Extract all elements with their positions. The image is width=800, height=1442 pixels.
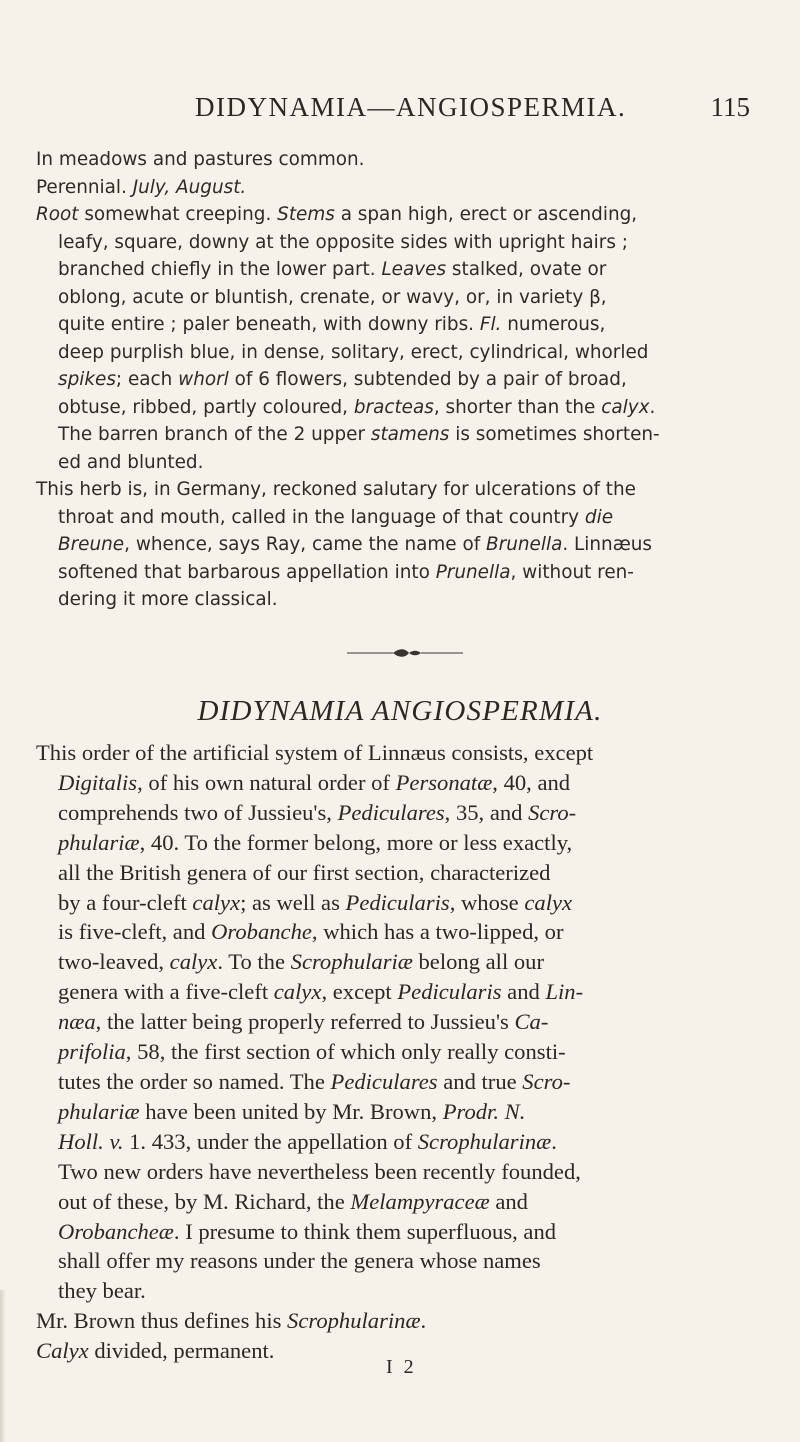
text-line [36, 1007, 766, 1037]
italic-term: Pedicularis [345, 889, 450, 915]
text-run: out of these, by M. Richard, the [58, 1188, 351, 1214]
text-run: a span high, erect or ascending, [334, 204, 638, 225]
text-run: stalked, ovate or [446, 259, 607, 280]
duration-line [36, 174, 766, 202]
text-line [36, 1067, 766, 1097]
text-run: This order of the artificial system of Linnæus consists, except [36, 740, 594, 765]
text-line [36, 1276, 766, 1306]
italic-term: Breune [58, 534, 125, 555]
text-line [36, 201, 766, 229]
text-run: comprehends two of Jussieu's, [58, 799, 338, 825]
italic-term: Scrophularinæ [287, 1308, 421, 1334]
text-run: , of his own natural order of [137, 769, 396, 795]
text-run: , whence, says Ray, came the name of [124, 534, 487, 555]
text-run: ; as well as [240, 889, 346, 915]
text-run: oblong, acute or bluntish, crenate, or wavy, or, in variety β, [58, 286, 607, 308]
text-run: ; each [115, 369, 179, 390]
italic-term: phulariæ [58, 829, 140, 855]
text-line [36, 531, 766, 559]
text-run: and [489, 1188, 528, 1214]
text-run: , the latter being properly referred to Jussieu's [95, 1009, 515, 1035]
italic-term: bracteas [353, 396, 434, 418]
italic-term: Holl. v. [58, 1128, 124, 1154]
text-run: deep purplish blue, in dense, solitary, erect, cylindrical, whorled [58, 341, 649, 363]
text-line [36, 229, 766, 257]
text-line [36, 1246, 766, 1276]
italic-term: Ca- [514, 1009, 549, 1035]
text-run: belong all our [412, 949, 544, 975]
flowering-months: July, August. [132, 176, 247, 198]
text-line [36, 828, 766, 858]
italic-term: Pediculares [337, 799, 445, 825]
text-run: Two new orders have nevertheless been recently founded, [58, 1158, 581, 1184]
italic-term: calyx [601, 396, 650, 418]
text-line [36, 504, 766, 532]
text-run: somewhat creeping. [78, 204, 278, 225]
text-run: and [501, 979, 546, 1005]
italic-term: Scrophulariæ [290, 949, 413, 975]
italic-term: Brunella [486, 534, 563, 555]
italic-term: Root [36, 204, 79, 225]
text-line [36, 256, 766, 284]
italic-term: calyx [169, 949, 218, 975]
italic-term: die [584, 506, 614, 528]
text-run: . Linnæus [562, 534, 652, 555]
text-run: numerous, [501, 314, 606, 335]
text-line [36, 284, 766, 312]
text-run: of 6 flowers, subtended by a pair of broad, [228, 369, 627, 390]
section-lines [36, 738, 766, 1366]
italic-term: Stems [277, 204, 335, 225]
text-line [36, 977, 766, 1007]
text-run: , which has a two-lipped, or [311, 919, 564, 945]
text-line [36, 917, 766, 947]
text-run: ed and blunted. [58, 451, 204, 473]
text-run: , shorter than the [433, 396, 602, 418]
text-run: , except [321, 979, 398, 1005]
italic-term: prifolia [58, 1039, 126, 1065]
text-line [36, 421, 766, 449]
text-line [36, 311, 766, 339]
text-run: , 58, the first section of which only really consti- [125, 1039, 566, 1065]
italic-term: stamens [370, 424, 450, 445]
text-run: 1. 433, under the appellation of [123, 1128, 418, 1154]
species-description-block [36, 146, 766, 614]
italic-term: Prodr. N. [442, 1098, 526, 1124]
text-run: . [649, 396, 656, 418]
text-line [36, 947, 766, 977]
text-run: tutes the order so named. The [58, 1068, 331, 1094]
text-run: by a four-cleft [58, 889, 193, 915]
text-run: is five-cleft, and [58, 919, 212, 945]
text-run: , 35, and [444, 799, 529, 825]
history-paragraph [36, 476, 766, 614]
text-run: divided, permanent. [88, 1338, 275, 1364]
text-line [36, 449, 766, 477]
italic-term: Leaves [381, 259, 447, 280]
italic-term: Orobancheæ [58, 1218, 174, 1244]
text-line [36, 1157, 766, 1187]
italic-term: Digitalis [58, 769, 138, 795]
text-run: , 40, and [492, 769, 571, 795]
italic-term: Prunella [435, 561, 511, 583]
italic-term: næa [58, 1009, 96, 1035]
text-run: . I presume to think them superfluous, and [173, 1218, 557, 1244]
text-run: The barren branch of the 2 upper [58, 424, 371, 445]
text-run: two-leaved, [58, 949, 170, 975]
text-line [36, 394, 766, 422]
habitat-line: In meadows and pastures common. [36, 149, 365, 170]
text-run: . To the [217, 949, 291, 975]
signature-mark: I 2 [386, 1356, 417, 1378]
italic-term: Orobanche [211, 919, 312, 945]
text-run: and true [437, 1068, 523, 1094]
text-line [36, 476, 766, 504]
page-edge-shadow [0, 1290, 6, 1442]
italic-term: whorl [178, 369, 229, 390]
page-number: 115 [710, 92, 750, 122]
text-run: , 40. To the former belong, more or less exactly, [139, 829, 573, 855]
running-title: DIDYNAMIA—ANGIOSPERMIA. [195, 92, 627, 122]
text-run: is sometimes shorten- [449, 424, 660, 445]
text-run: , without ren- [510, 561, 634, 583]
text-run: all the British genera of our first section, characterized [58, 859, 551, 885]
text-run: softened that barbarous appellation into [58, 561, 436, 583]
text-run: dering it more classical. [58, 589, 278, 610]
italic-term: Scro- [522, 1068, 571, 1094]
description-paragraph [36, 201, 766, 476]
text-line [36, 1187, 766, 1217]
text-run: have been united by Mr. Brown, [139, 1098, 443, 1124]
text-line [36, 1097, 766, 1127]
italic-term: Pedicularis [397, 979, 502, 1005]
italic-term: Lin- [545, 979, 584, 1005]
text-run: leafy, square, downy at the opposite sides with upright hairs ; [58, 231, 628, 253]
text-line [36, 858, 766, 888]
italic-term: spikes [58, 369, 116, 390]
italic-term: calyx [524, 889, 573, 915]
text-run: obtuse, ribbed, partly coloured, [58, 396, 354, 418]
text-line [36, 888, 766, 918]
text-line [36, 798, 766, 828]
text-run: , whose [449, 889, 525, 915]
text-line [36, 1217, 766, 1247]
italic-term: Personatæ [395, 769, 493, 795]
text-line [36, 768, 766, 798]
text-run: Mr. Brown thus defines his [36, 1308, 288, 1334]
italic-term: Fl. [479, 314, 502, 335]
text-run: . [420, 1308, 427, 1334]
text-run: branched chiefly in the lower part. [58, 259, 382, 280]
running-head [0, 92, 800, 132]
italic-term: Melampyraceæ [350, 1188, 490, 1214]
section-paragraph [36, 738, 766, 1366]
section-ornament [345, 647, 465, 659]
text-line [36, 1127, 766, 1157]
text-run: . [551, 1128, 557, 1154]
text-run: throat and mouth, called in the language of that country [58, 506, 585, 528]
text-run: genera with a five-cleft [58, 979, 274, 1005]
text-line [36, 1306, 766, 1336]
text-run: shall offer my reasons under the genera whose names [58, 1248, 541, 1274]
italic-term: Calyx [36, 1338, 89, 1364]
text-line [36, 586, 766, 614]
text-line [36, 366, 766, 394]
italic-term: calyx [273, 979, 322, 1005]
italic-term: Pediculares [330, 1068, 438, 1094]
text-line [36, 738, 766, 768]
text-line [36, 339, 766, 367]
text-run: they bear. [58, 1278, 146, 1304]
text-line [36, 1037, 766, 1067]
duration-text: Perennial. [36, 176, 133, 198]
italic-term: Scro- [528, 799, 577, 825]
text-run: quite entire ; paler beneath, with downy ribs. [58, 314, 480, 335]
section-title: DIDYNAMIA ANGIOSPERMIA. [197, 695, 603, 727]
italic-term: Scrophularinæ [417, 1128, 552, 1154]
text-line [36, 559, 766, 587]
text-run: This herb is, in Germany, reckoned salutary for ulcerations of the [36, 479, 636, 500]
italic-term: phulariæ [58, 1098, 140, 1124]
italic-term: calyx [192, 889, 241, 915]
